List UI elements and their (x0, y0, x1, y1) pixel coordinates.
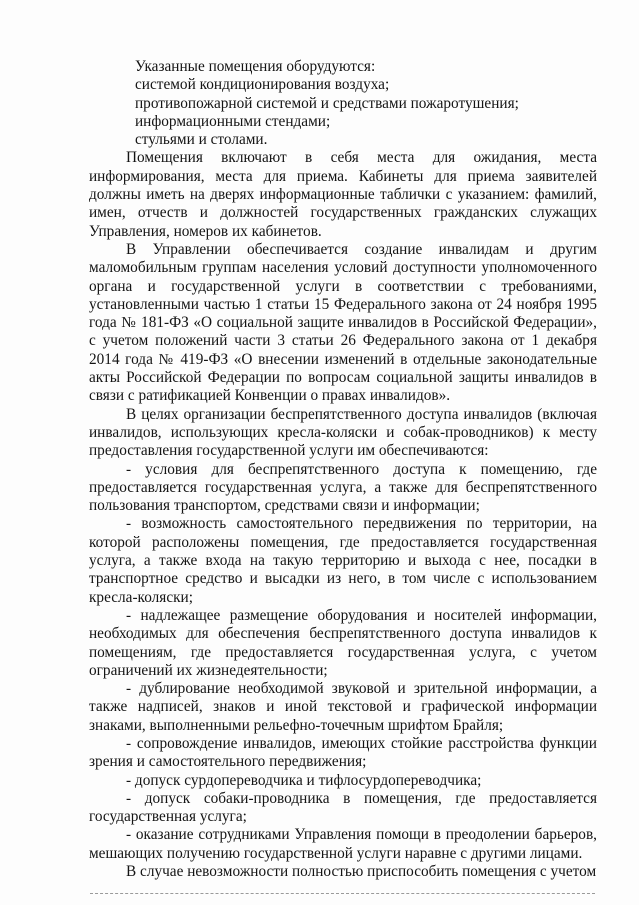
paragraph-item-movement: - возможность самостоятельного передвижения по территории, на которой расположены помещения, где предоставляется государственная услуга, а также входа на такую территорию и выхода с нее, посадки в транспортное средство и высадки из него, в том числе с использованием кресла-коляски; (89, 515, 597, 606)
paragraph-item-equipment-placement: - надлежащее размещение оборудования и носителей информации, необходимых для обеспечения беспрепятственного доступа инвалидов к помещениям, где предоставляется государственная услуга, с учетом ограничений их жизнедеятельности; (89, 606, 597, 679)
paragraph-air-conditioning: системой кондиционирования воздуха; (135, 76, 390, 94)
paragraph-impossibility: В случае невозможности полностью приспособить помещения с учетом (126, 863, 597, 881)
paragraph-access-goals: В целях организации беспрепятственного доступа инвалидов (включая инвалидов, использующих кресла-коляски и собак-проводников) к месту предоставления государственной услуги им обеспечиваются: (89, 405, 597, 460)
paragraph-equipment-intro: Указанные помещения оборудуются: (135, 58, 376, 75)
bottom-divider (90, 893, 595, 894)
paragraph-fire-safety: противопожарной системой и средствами пожаротушения; (135, 94, 519, 112)
paragraph-item-guide-dog: - допуск собаки-проводника в помещения, где предоставляется государственная услуга; (89, 789, 597, 826)
paragraph-item-duplication: - дублирование необходимой звуковой и зрительной информации, а также надписей, знаков и иной текстовой и графической информации знаками, выполненными рельефно-точечным шрифтом Брайля; (89, 680, 597, 734)
paragraph-item-escort: - сопровождение инвалидов, имеющих стойкие расстройства функции зрения и самостоятельного передвижения; (89, 734, 597, 771)
document-body (89, 58, 597, 881)
paragraph-chairs-tables: стульями и столами. (135, 131, 268, 149)
paragraph-premises: Помещения включают в себя места для ожидания, места информирования, места для приема. Кабинеты для приема заявителей должны иметь на дверях информационные таблички с указанием: фамилий, имен, отчеств и должностей государственных гражданских служащих Управления, номеров их кабинетов. (89, 149, 597, 240)
paragraph-item-conditions: - условия для беспрепятственного доступа к помещению, где предоставляется государственная услуга, а также для беспрепятственного пользования транспортом, средствами связи и информации; (89, 460, 597, 515)
paragraph-item-interpreter: - допуск сурдопереводчика и тифлосурдопереводчика; (126, 771, 482, 789)
paragraph-accessibility-law: В Управлении обеспечивается создание инвалидам и другим маломобильным группам населения условий доступности уполномоченного органа и государственной услуги в соответствии с требованиями, установленными частью 1 статьи 15 Федерального закона от 24 ноября 1995 года № 181-ФЗ «О социальной защите инвалидов в Российской Федерации», с учетом положений части 3 статьи 26 Федерального закона от 1 декабря 2014 года № 419-ФЗ «О внесении изменений в отдельные законодательные акты Российской Федерации по вопросам социальной защиты инвалидов в связи с ратификацией Конвенции о правах инвалидов». (89, 240, 597, 405)
paragraph-item-staff-help: - оказание сотрудниками Управления помощи в преодолении барьеров, мешающих получению государственной услуги наравне с другими лицами. (89, 826, 597, 862)
paragraph-info-stands: информационными стендами; (135, 112, 331, 130)
